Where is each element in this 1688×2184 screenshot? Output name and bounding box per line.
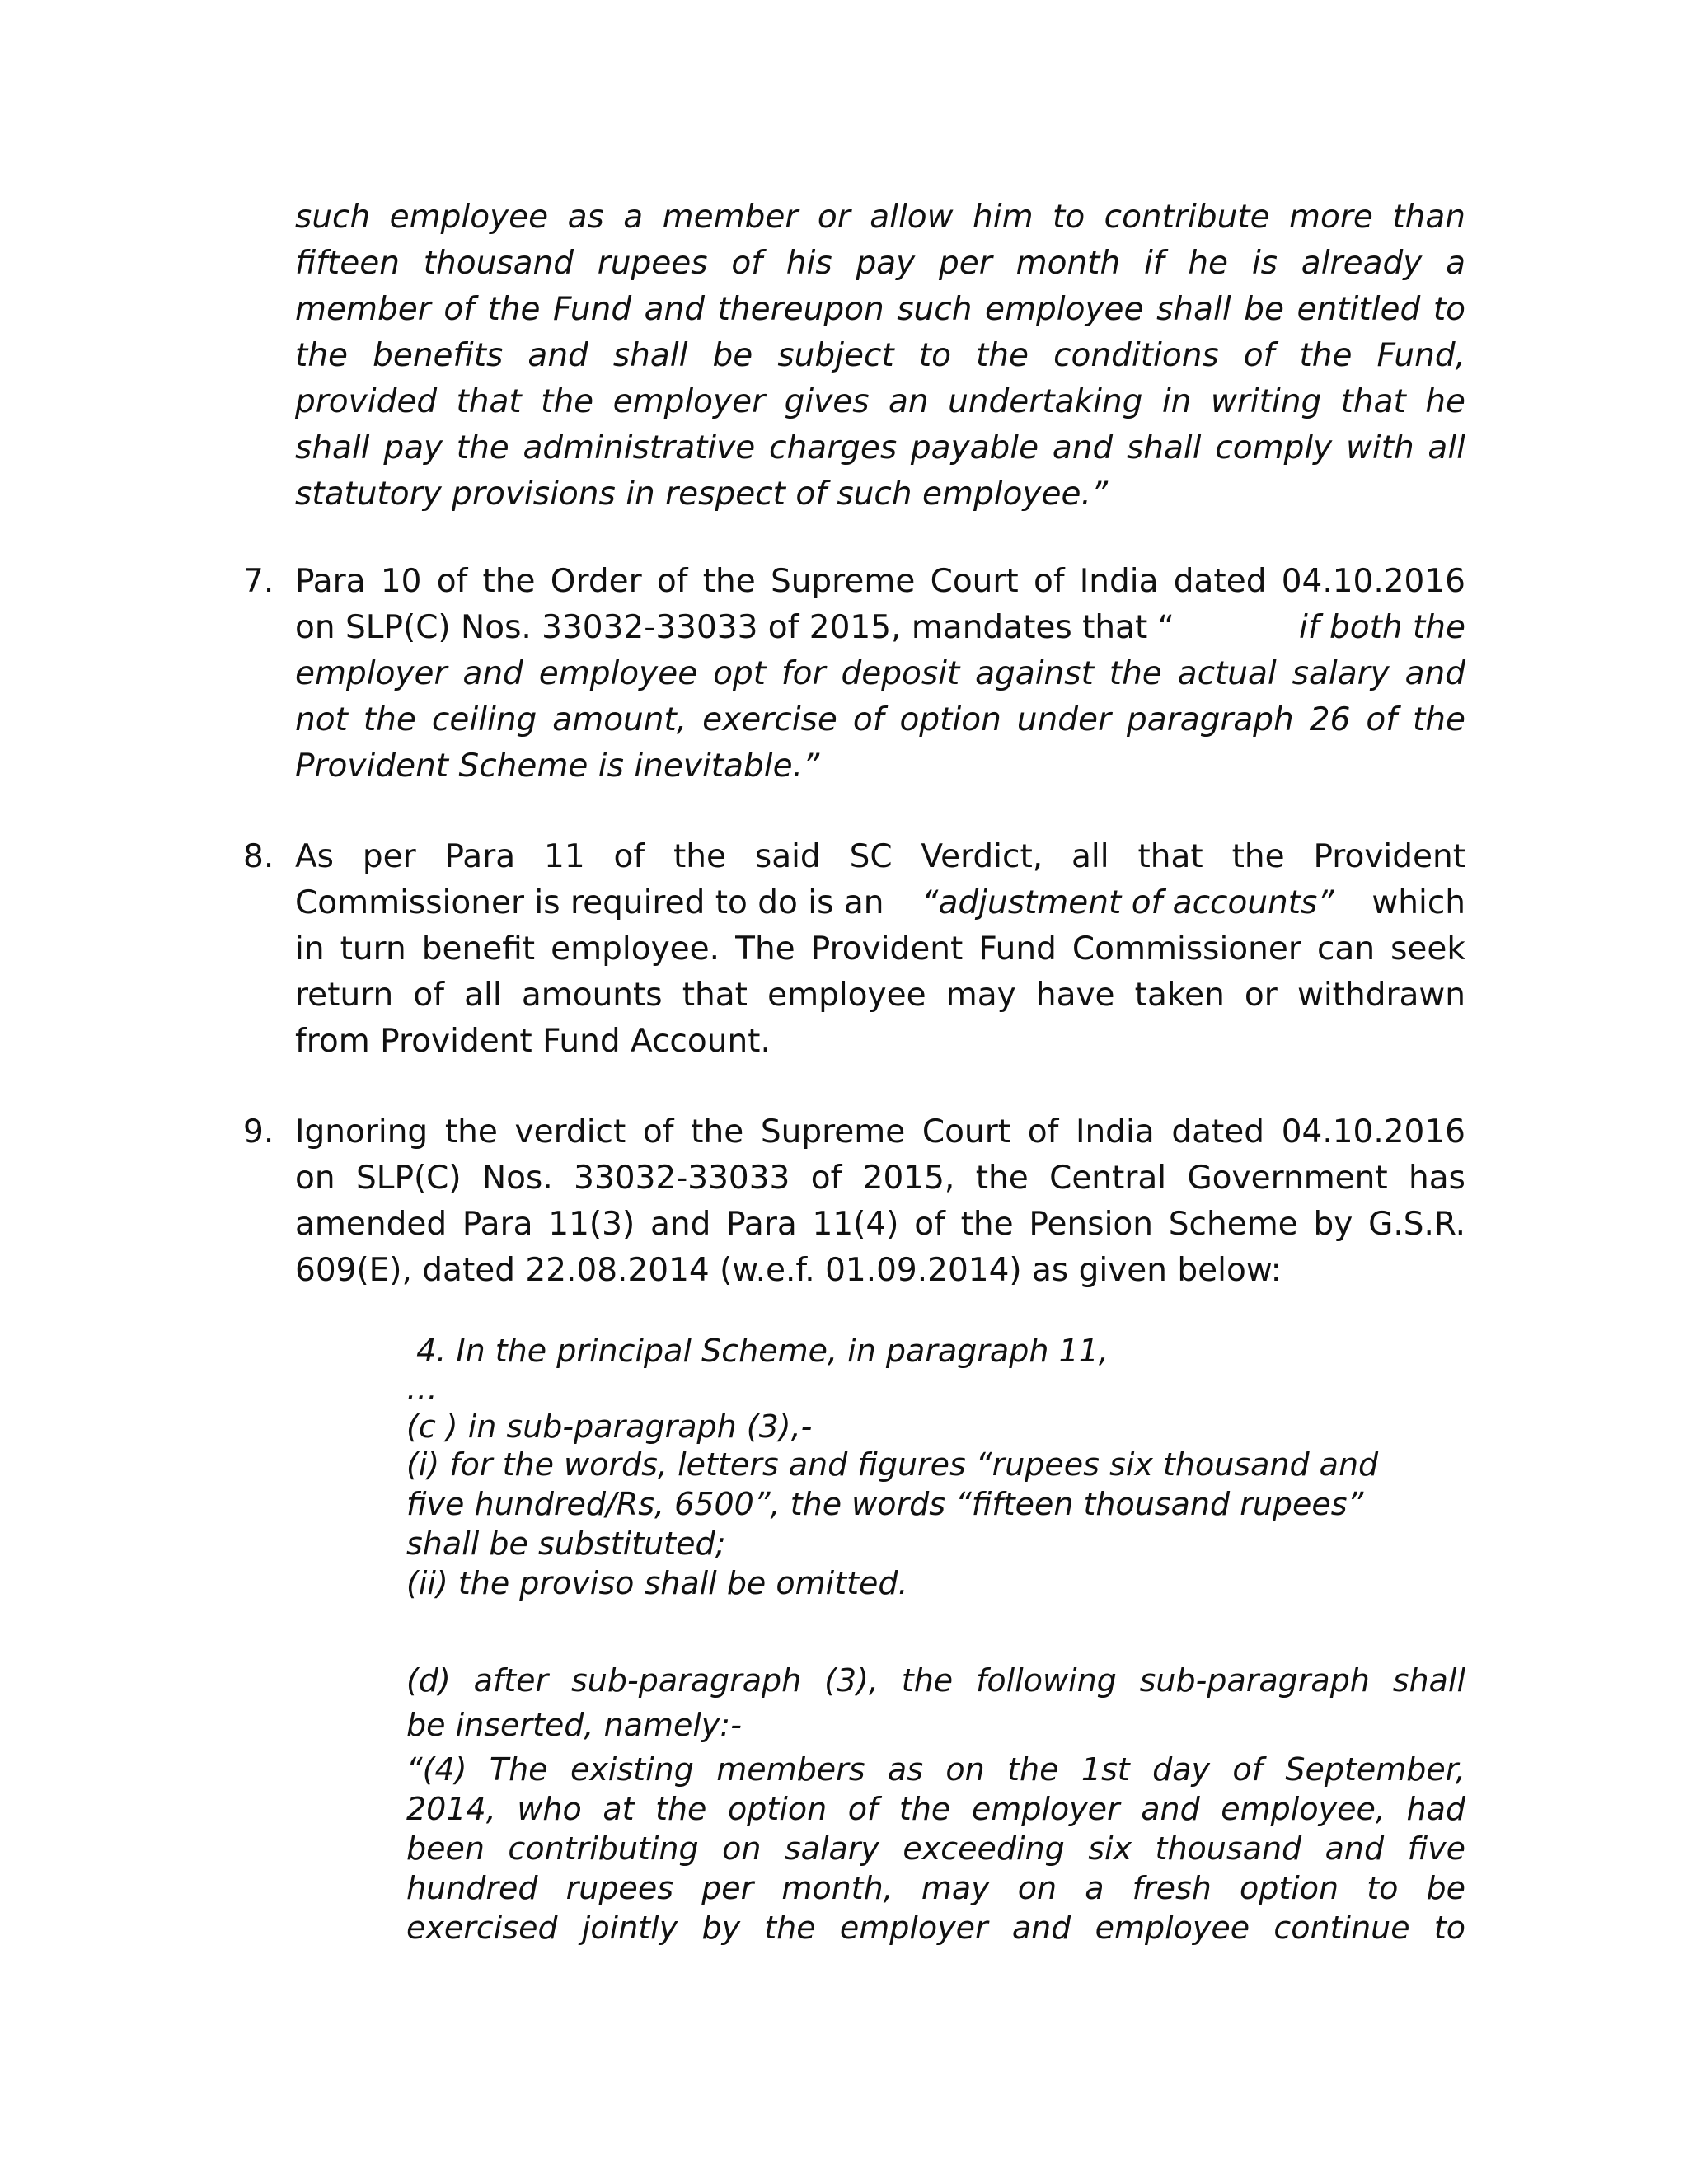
quote-line: 4. In the principal Scheme, in paragraph 11, <box>406 1333 1109 1369</box>
quote-line: (i) for the words, letters and figures “rupees six thousand and <box>406 1446 1379 1483</box>
continuation-line: statutory provisions in respect of such employee.” <box>295 476 1109 513</box>
quote-line: five hundred/Rs, 6500”, the words “fifteen thousand rupees” <box>406 1486 1364 1522</box>
quote-line: be inserted, namely:- <box>406 1707 742 1743</box>
para9-number: 9. <box>243 1113 274 1151</box>
para8-number: 8. <box>243 838 274 875</box>
continuation-line: such employee as a member or allow him to contribute more than <box>295 199 1465 236</box>
para8-line <box>295 880 1465 926</box>
continuation-line: the benefits and shall be subject to the conditions of the Fund, <box>295 337 1465 374</box>
para7-line: Para 10 of the Order of the Supreme Court of India dated 04.10.2016 <box>295 563 1465 600</box>
para7-number: 7. <box>243 563 274 600</box>
para8-line: in turn benefit employee. The Provident Fund Commissioner can seek <box>295 930 1465 968</box>
continuation-line: shall pay the administrative charges payable and shall comply with all <box>295 429 1465 466</box>
para7-line <box>295 605 1465 651</box>
para8-line2-tail: which <box>1372 884 1465 921</box>
para7-line: Provident Scheme is inevitable.” <box>295 748 820 785</box>
para8-line: from Provident Fund Account. <box>295 1023 771 1060</box>
quote-line: 2014, who at the option of the employer and employee, had <box>406 1791 1465 1827</box>
quote-line: hundred rupees per month, may on a fresh option to be <box>406 1870 1465 1906</box>
continuation-line: member of the Fund and thereupon such employee shall be entitled to <box>295 291 1465 328</box>
para8-line: As per Para 11 of the said SC Verdict, all that the Provident <box>295 838 1465 875</box>
para7-line: employer and employee opt for deposit against the actual salary and <box>295 655 1465 692</box>
quote-line: been contributing on salary exceeding six thousand and five <box>406 1830 1465 1867</box>
quote-line: “(4) The existing members as on the 1st day of September, <box>406 1751 1465 1788</box>
para7-line2-text: on SLP(C) Nos. 33032-33033 of 2015, mandates that “ <box>295 609 1175 646</box>
para9-line: on SLP(C) Nos. 33032-33033 of 2015, the Central Government has <box>295 1160 1465 1197</box>
continuation-line: provided that the employer gives an undertaking in writing that he <box>295 383 1465 420</box>
quote-line: (ii) the proviso shall be omitted. <box>406 1565 908 1601</box>
para8-line2-italic: “adjustment of accounts” <box>921 884 1334 921</box>
para7-line: not the ceiling amount, exercise of option under paragraph 26 of the <box>295 701 1465 738</box>
quote-line: (c ) in sub-paragraph (3),- <box>406 1408 813 1445</box>
para8-line: return of all amounts that employee may have taken or withdrawn <box>295 977 1465 1014</box>
quote-line: (d) after sub-paragraph (3), the following sub-paragraph shall <box>406 1662 1465 1699</box>
para8-line2-text: Commissioner is required to do is an <box>295 884 884 921</box>
para9-line: amended Para 11(3) and Para 11(4) of the Pension Scheme by G.S.R. <box>295 1206 1465 1243</box>
continuation-line: fifteen thousand rupees of his pay per month if he is already a <box>295 245 1465 282</box>
quote-line: … <box>406 1371 438 1407</box>
para7-line2-italic: if both the <box>1299 609 1465 646</box>
quote-line: exercised jointly by the employer and employee continue to <box>406 1910 1465 1946</box>
para9-line: Ignoring the verdict of the Supreme Court of India dated 04.10.2016 <box>295 1113 1465 1151</box>
para9-line: 609(E), dated 22.08.2014 (w.e.f. 01.09.2014) as given below: <box>295 1252 1282 1289</box>
quote-line: shall be substituted; <box>406 1526 726 1562</box>
